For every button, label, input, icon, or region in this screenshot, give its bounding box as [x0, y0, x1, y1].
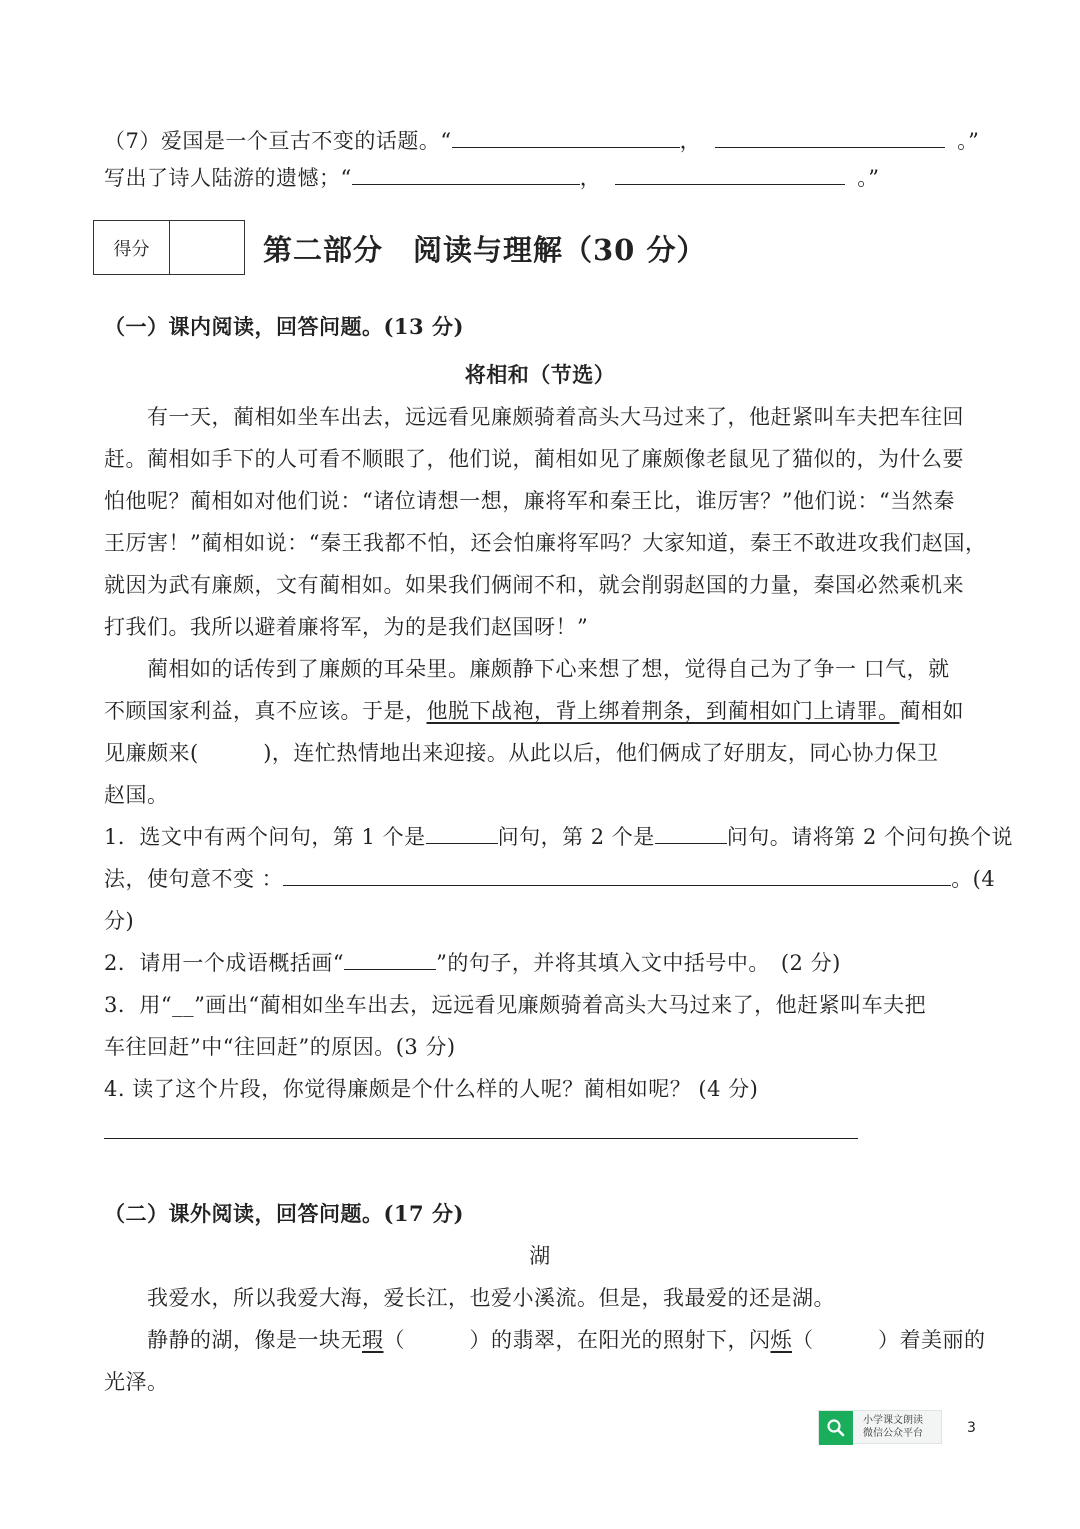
q7-line-2: 写出了诗人陆游的遗憾；“ ， 。” [104, 166, 880, 190]
p1-line: 有一天，蔺相如坐车出去，远远看见廉颇骑着高头大马过来了，他赶紧叫车夫把车往回 [147, 405, 964, 429]
blank[interactable] [344, 949, 436, 970]
p1-line: 赶。蔺相如手下的人可看不顺眼了，他们说，蔺相如见了廉颇像老鼠见了猫似的，为什么要 [104, 447, 964, 471]
section1-heading: （一）课内阅读，回答问题。(13 分) [104, 314, 464, 339]
section2-heading: （二）课外阅读，回答问题。(17 分) [104, 1201, 464, 1226]
answer-blank[interactable] [283, 865, 951, 886]
wechat-badge[interactable] [818, 1410, 942, 1444]
blank[interactable] [452, 127, 680, 148]
passage2-title: 湖 [529, 1244, 551, 1268]
blank[interactable] [715, 127, 945, 148]
question-2: 2．请用一个成语概括画“ ”的句子，并将其填入文中括号中。 (2 分) [104, 951, 841, 975]
question-3: 3．用“__”画出“蔺相如坐车出去，远远看见廉颇骑着高头大马过来了，他赶紧叫车夫把 [104, 993, 927, 1017]
p2-line: 赵国。 [104, 783, 169, 807]
part-title: 第二部分 阅读与理解（30 分） [263, 233, 707, 267]
question-4: 4. 读了这个片段，你觉得廉颇是个什么样的人呢？蔺相如呢？ (4 分) [104, 1077, 759, 1101]
blank[interactable] [655, 823, 727, 844]
s2-p2-line: 静静的湖，像是一块无瑕（ ）的翡翠，在阳光的照射下，闪烁（ ）着美丽的 [147, 1328, 986, 1352]
badge-text: 小学课文朗读 微信公众平台 [863, 1415, 923, 1439]
blank[interactable] [426, 823, 498, 844]
score-box [93, 220, 245, 275]
q7-line-1: （7）爱国是一个亘古不变的话题。“ ， 。” [104, 129, 980, 153]
answer-line[interactable] [104, 1138, 858, 1139]
s2-p1-line: 我爱水，所以我爱大海，爱长江，也爱小溪流。但是，我最爱的还是湖。 [147, 1286, 835, 1310]
question-1-points: 分) [104, 909, 135, 933]
p2-line: 见廉颇来( )，连忙热情地出来迎接。从此以后，他们俩成了好朋友，同心协力保卫 [104, 741, 939, 765]
s2-p2-line: 光泽。 [104, 1370, 169, 1394]
p1-line: 王厉害！”蔺相如说：“秦王我都不怕，还会怕廉将军吗？大家知道，秦王不敢进攻我们赵国， [104, 531, 987, 555]
underlined-sentence: 他脱下战袍，背上绑着荆条，到蔺相如门上请罪。 [426, 699, 900, 723]
page-number: 3 [967, 1420, 976, 1436]
blank[interactable] [352, 164, 580, 185]
p1-line: 就因为武有廉颇，文有蔺相如。如果我们俩闹不和，就会削弱赵国的力量，秦国必然乘机来 [104, 573, 964, 597]
p1-line: 怕他呢？蔺相如对他们说：“诸位请想一想，廉将军和秦王比，谁厉害？”他们说：“当然秦 [104, 489, 955, 513]
passage1-title: 将相和（节选） [464, 362, 616, 387]
p2-line: 不顾国家利益，真不应该。于是，他脱下战袍，背上绑着荆条，到蔺相如门上请罪。蔺相如 [104, 699, 964, 723]
p1-line: 打我们。我所以避着廉将军，为的是我们赵国呀！” [104, 615, 589, 639]
search-icon [819, 1411, 853, 1445]
question-1-cont: 法，使句意不变 ： 。(4 [104, 867, 996, 891]
question-1: 1．选文中有两个问句，第 1 个是 问句，第 2 个是 问句。请将第 2 个问句换个说 [104, 825, 1014, 849]
blank[interactable] [615, 164, 845, 185]
score-label: 得分 [94, 221, 170, 274]
question-3-cont: 车往回赶”中“往回赶”的原因。(3 分) [104, 1035, 456, 1059]
p2-line: 蔺相如的话传到了廉颇的耳朵里。廉颇静下心来想了想，觉得自己为了争一 口气，就 [147, 657, 950, 681]
